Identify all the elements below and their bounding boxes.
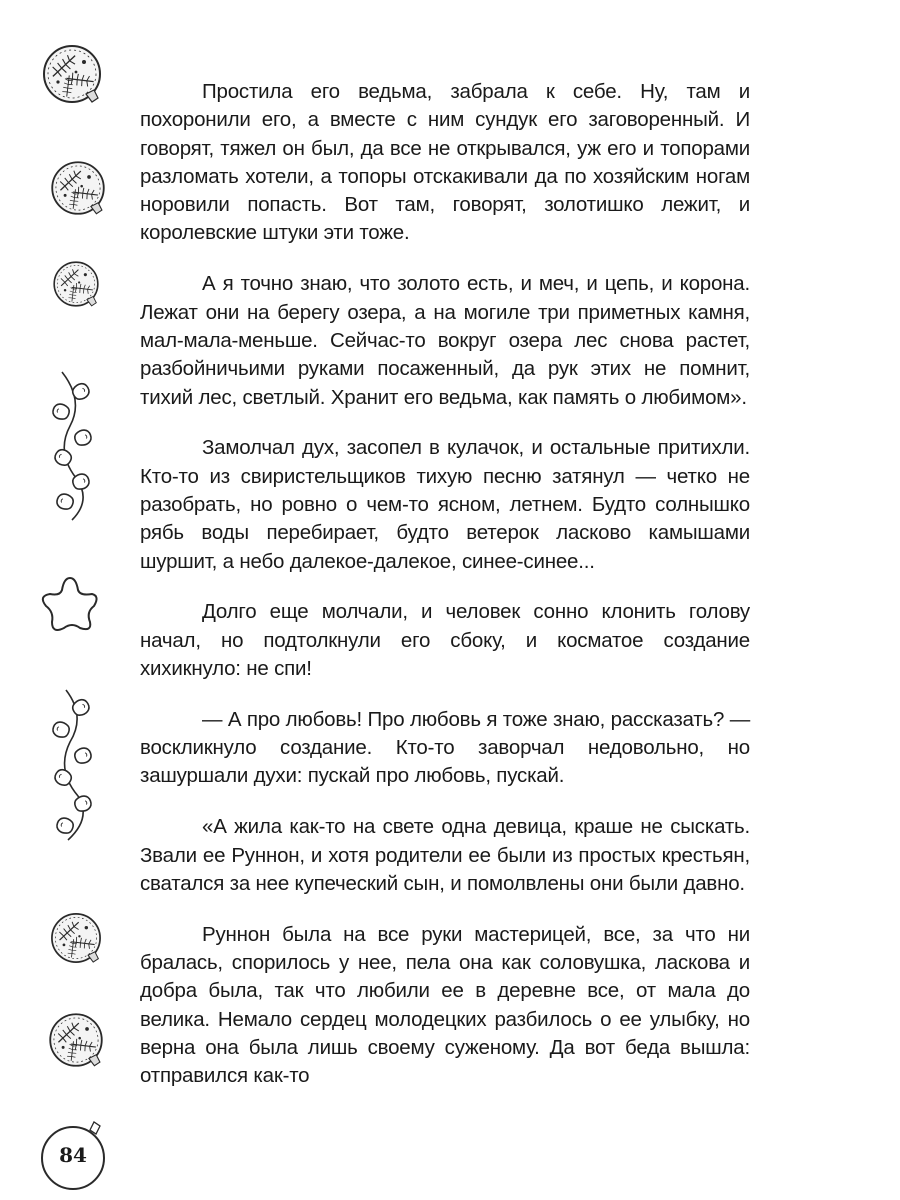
ornament-ball-icon xyxy=(50,1014,102,1066)
star-cookie-icon xyxy=(43,578,97,630)
page-number: 84 xyxy=(59,1143,87,1167)
margin-decorations xyxy=(0,0,120,1200)
garland-icon xyxy=(51,690,93,840)
paragraph: Руннон была на все руки мастерицей, все, за что ни бралась, спорилось у нее, пела она как соловушка, ласкова и добра была, так что любили ее в деревне все, от мала до велика. Немало сердец молодецких разбилось о ее улыбку, но верна она была лишь своему суженому. Да вот беда вышла: отправился как-то xyxy=(140,922,750,1088)
garland-icon xyxy=(51,372,93,520)
ornament-ball-icon xyxy=(44,46,100,102)
ornament-ball-icon xyxy=(54,262,98,306)
ornament-ball-icon xyxy=(52,914,100,962)
body-text xyxy=(140,78,750,1113)
paragraph: Долго еще молчали, и человек сонно клонить голову начал, но подтолкнули его сбоку, и косматое создание хихикнуло: не спи! xyxy=(140,600,750,680)
paragraph: — А про любовь! Про любовь я тоже знаю, рассказать? — воскликнуло создание. Кто-то заворчал недовольно, но зашуршали духи: пускай про любовь, пускай. xyxy=(140,707,750,788)
ornament-ball-icon xyxy=(52,162,104,214)
paragraph: «А жила как-то на свете одна девица, краше не сыскать. Звали ее Руннон, и хотя родители ее были из простых крестьян, сватался за нее купеческий сын, и помолвлены они были давно. xyxy=(140,815,750,895)
paragraph: А я точно знаю, что золото есть, и меч, и цепь, и корона. Лежат они на берегу озера, а на могиле три приметных камня, мал-мала-меньше. Сейчас-то вокруг озера лес снова растет, разбойничьими руками посаженный, да рук этих не помнит, тихий лес, светлый. Хранит его ведьма, как память о любимом». xyxy=(140,272,750,409)
page-number-badge xyxy=(38,1120,108,1190)
paragraph: Простила его ведьма, забрала к себе. Ну, там и похоронили его, а вместе с ним сундук его заговоренный. И говорят, тяжел он был, да все не открывался, уж его и топорами разломать хотели, а топоры отскакивали да по хозяйским ногам норовили попасть. Вот там, говорят, золотишко лежит, и королевские штуки эти тоже. xyxy=(140,80,750,245)
paragraph: Замолчал дух, засопел в кулачок, и остальные притихли. Кто-то из свиристельщиков тихую песню затянул — четко не разобрать, но ровно о чем-то ясном, летнем. Будто солнышко рябь воды перебирает, будто ветерок ласково камышами шуршит, а небо далекое-далекое, синее-синее... xyxy=(140,436,750,573)
